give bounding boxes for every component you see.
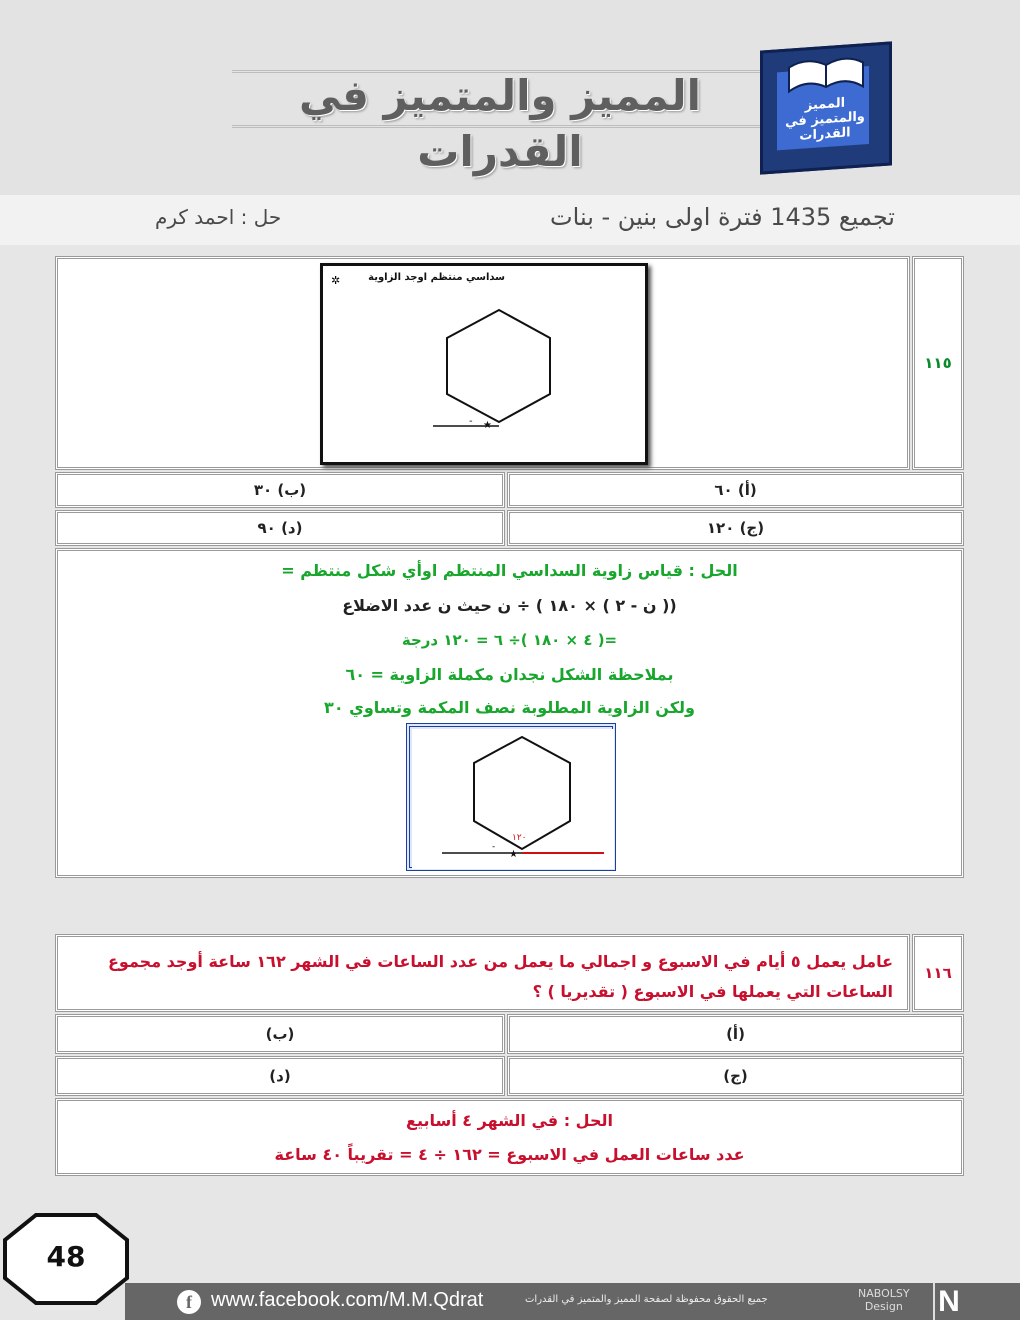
hexagon-diagram <box>323 266 645 462</box>
q116-question-cell <box>55 934 910 1012</box>
svg-text:★: ★ <box>483 420 492 431</box>
q115-option-d[interactable]: (د) ٩٠ <box>55 510 505 546</box>
q115-solution <box>55 548 964 878</box>
collection-label: تجميع 1435 فترة اولى بنين - بنات <box>550 203 895 231</box>
q116-option-d[interactable]: (د) <box>55 1056 505 1096</box>
q116-option-a[interactable]: (أ) <box>507 1014 964 1054</box>
q116-question: عامل يعمل ٥ أيام في الاسبوع و اجمالي ما يعمل من عدد الساعات في الشهر ١٦٢ ساعة أوجد مجموع الساعات التي يعملها في الاسبوع ( تقديريا ) ؟ <box>107 952 893 1001</box>
solver-label: حل : احمد كرم <box>155 205 282 229</box>
q115-option-a[interactable]: (أ) ٦٠ <box>507 472 964 508</box>
q115-solution-line-3: =( ٤ × ١٨٠ )÷ ٦ = ١٢٠ درجة <box>401 631 618 649</box>
q116-solution-line-1: الحل : في الشهر ٤ أسابيع <box>406 1111 613 1130</box>
designer-name: NABOLSY <box>858 1287 910 1300</box>
q115-figure-box <box>320 263 648 465</box>
logo-text: المميز والمتميز في القدرات <box>785 95 865 144</box>
hexagon-solution-diagram <box>412 729 614 869</box>
facebook-icon[interactable]: f <box>177 1290 201 1314</box>
svg-text:-: - <box>469 416 473 427</box>
q115-option-b[interactable]: (ب) ٣٠ <box>55 472 505 508</box>
designer-credit <box>858 1287 910 1313</box>
q116-option-b[interactable]: (ب) <box>55 1014 505 1054</box>
svg-text:★: ★ <box>509 849 518 860</box>
q115-solution-line-4: بملاحظة الشكل نجدان مكملة الزاوية = ٦٠ <box>345 665 674 684</box>
q116-solution <box>55 1098 964 1176</box>
subheader <box>0 195 1020 245</box>
designer-logo-icon: N <box>933 1283 963 1320</box>
svg-text:-: - <box>492 842 496 852</box>
star-icon: ✲ <box>331 274 341 287</box>
figure-angle-label: ١٢٠ <box>512 833 527 843</box>
q115-solution-figure <box>406 723 616 871</box>
open-book-icon <box>785 52 867 98</box>
footer-bar <box>125 1283 1020 1320</box>
q116-solution-line-2: عدد ساعات العمل في الاسبوع = ١٦٢ ÷ ٤ = تقريباً ٤٠ ساعة <box>274 1145 745 1164</box>
q116-option-c[interactable]: (ج) <box>507 1056 964 1096</box>
q115-option-c[interactable]: (ج) ١٢٠ <box>507 510 964 546</box>
brand-logo <box>760 41 892 174</box>
q116-number: ١١٦ <box>912 934 964 1012</box>
brand-title: المميز والمتميز في القدرات <box>299 71 701 176</box>
q115-figure-cell <box>55 256 910 470</box>
facebook-link[interactable]: www.facebook.com/M.M.Qdrat <box>211 1289 484 1311</box>
q115-solution-line-5: ولكن الزاوية المطلوبة نصف المكمة وتساوي ٣٠ <box>324 698 695 717</box>
q115-solution-line-1: الحل : قياس زاوية السداسي المنتظم اوأي شكل منتظم = <box>281 561 738 580</box>
q115-solution-line-2: (( ن - ٢ ) × ١٨٠ ) ÷ ن حيث ن عدد الاضلاع <box>342 596 677 615</box>
q115-number: ١١٥ <box>912 256 964 470</box>
page-number: 48 <box>46 1240 86 1273</box>
rights-notice: جميع الحقوق محفوظة لصفحة المميز والمتميز في القدرات <box>525 1294 768 1305</box>
designer-subtitle: Design <box>864 1300 903 1313</box>
q115-figure-caption: سداسي منتظم اوجد الزاوية <box>368 272 505 283</box>
